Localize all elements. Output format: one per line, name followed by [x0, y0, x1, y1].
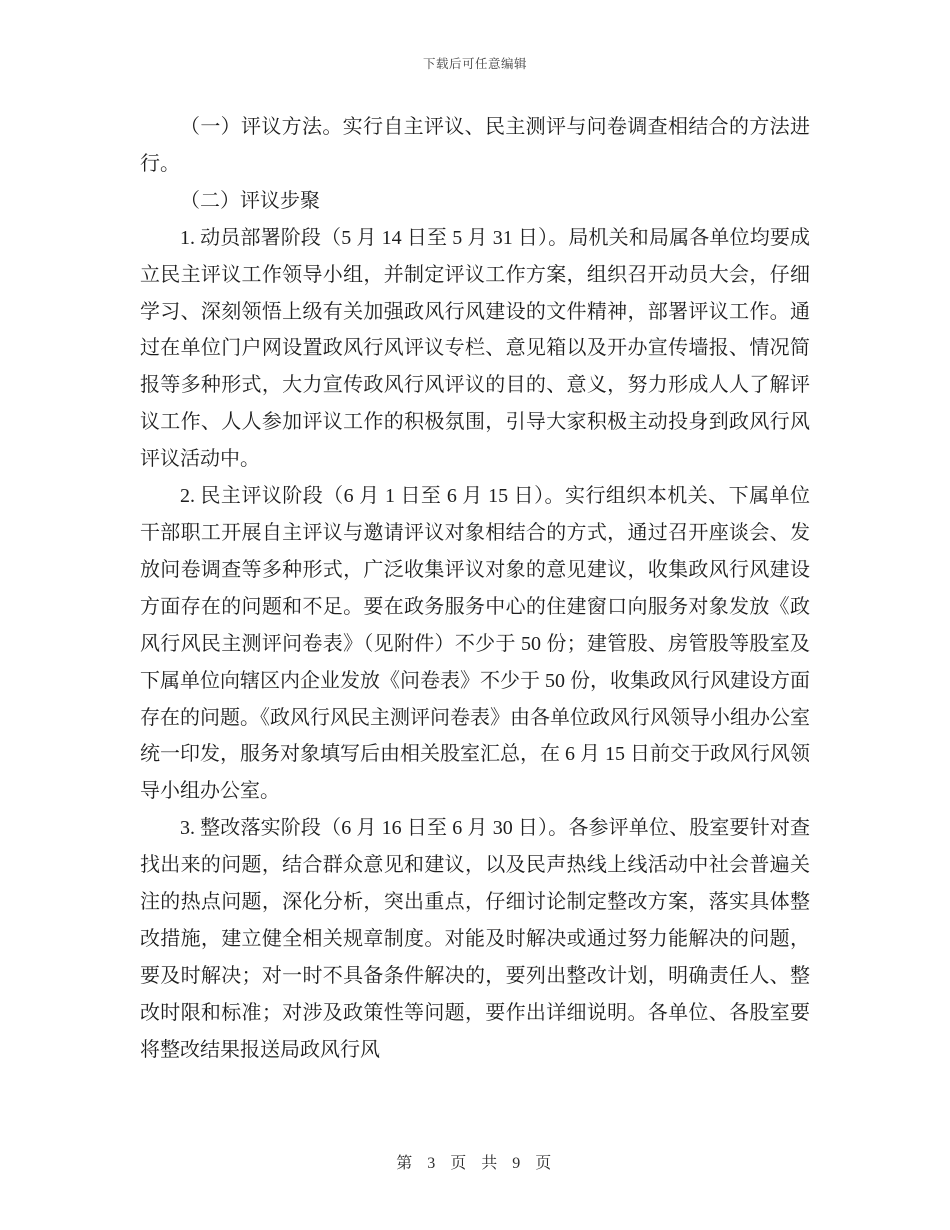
body-paragraph: 2. 民主评议阶段（6 月 1 日至 6 月 15 日）。实行组织本机关、下属单位干部职工开展自主评议与邀请评议对象相结合的方式，通过召开座谈会、发放问卷调查等多种形式，广泛收集评议对象的意见建议，收集政风行风建设方面存在的问题和不足。要在政务服务中心的住建窗口向服务对象发放《政风行风民主测评问卷表》（见附件）不少于 50 份；建管股、房管股等股室及下属单位向辖区内企业发放《问卷表》不少于 50 份，收集政风行风建设方面存在的问题。《政风行风民主测评问卷表》由各单位政风行风领导小组办公室统一印发，服务对象填写后由相关股室汇总，在 6 月 15 日前交于政风行风领导小组办公室。 — [140, 485, 810, 803]
body-paragraph: 3. 整改落实阶段（6 月 16 日至 6 月 30 日）。各参评单位、股室要针对查找出来的问题，结合群众意见和建议，以及民声热线上线活动中社会普遍关注的热点问题，深化分析，突出重点，仔细讨论制定整改方案，落实具体整改措施，建立健全相关规章制度。对能及时解决或通过努力能解决的问题，要及时解决；对一时不具备条件解决的，要列出整改计划，明确责任人、整改时限和标准；对涉及政策性等问题，要作出详细说明。各单位、各股室要将整改结果报送局政风行风 — [140, 817, 810, 1061]
header-note: 下载后可任意编辑 — [422, 57, 527, 71]
page-number: 第 3 页 共 9 页 — [396, 1155, 554, 1172]
document-body — [140, 109, 810, 1069]
body-paragraph: （二）评议步聚 — [180, 189, 320, 212]
body-paragraph: （一）评议方法。实行自主评议、民主测评与问卷调查相结合的方法进行。 — [140, 116, 810, 175]
body-paragraph: 1. 动员部署阶段（5 月 14 日至 5 月 31 日）。局机关和局属各单位均要成立民主评议工作领导小组，并制定评议工作方案，组织召开动员大会，仔细学习、深刻领悟上级有关加强政风行风建设的文件精神，部署评议工作。通过在单位门户网设置政风行风评议专栏、意见箱以及开办宣传墙报、情况简报等多种形式，大力宣传政风行风评议的目的、意义，努力形成人人了解评议工作、人人参加评议工作的积极氛围，引导大家积极主动投身到政风行风评议活动中。 — [140, 226, 810, 471]
